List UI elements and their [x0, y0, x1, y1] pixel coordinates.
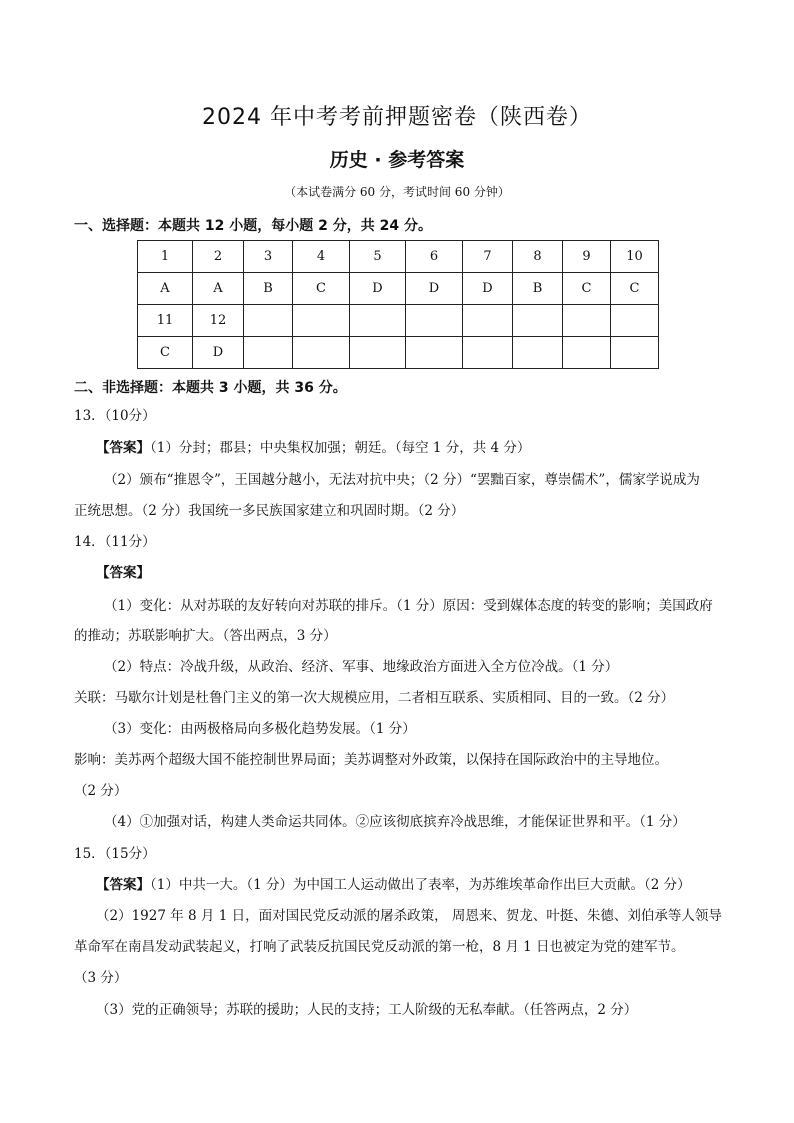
q15-answer-line-2: （2）1927 年 8 月 1 日，面对国民党反动派的屠杀政策， 周恩来、贺龙、叶挺、朱德、刘伯承等人领导: [96, 908, 722, 924]
q14-answer-line-7: （2 分）: [74, 783, 128, 799]
q15-number: 15．（15分）: [74, 846, 156, 862]
q14-answer-line-4: 关联：马歇尔计划是杜鲁门主义的第一次大规模应用，二者相互联系、实质相同、目的一致。（2 分）: [74, 690, 675, 706]
q14-answer-tag: 【答案】: [96, 565, 150, 581]
answer-table-cell: D: [193, 337, 244, 369]
answer-table-row: [138, 241, 659, 273]
answer-table-cell: A: [193, 273, 244, 305]
answer-table-cell: C: [563, 273, 611, 305]
answer-table-cell: [513, 337, 563, 369]
answer-table-cell: D: [350, 273, 406, 305]
answer-table-cell: 11: [138, 305, 193, 337]
answer-table-cell: 9: [563, 241, 611, 273]
q13-number: 13．（10分）: [74, 408, 156, 424]
answer-table-cell: B: [244, 273, 293, 305]
q14-answer-line-6: 影响：美苏两个超级大国不能控制世界局面；美苏调整对外政策，以保持在国际政治中的主导地位。: [74, 752, 668, 768]
page-title: 2024 年中考考前押题密卷（陕西卷）: [202, 105, 592, 130]
q13-answer-line-3: 正统思想。（2 分）我国统一多民族国家建立和巩固时期。（2 分）: [74, 503, 465, 519]
answer-table-cell: 1: [138, 241, 193, 273]
q15-text-1: （1）中共一大。（1 分）为中国工人运动做出了表率，为苏维埃革命作出巨大贡献。（2 分）: [150, 877, 691, 893]
answer-table-cell: [406, 305, 463, 337]
page-subtitle: 历史 · 参考答案: [329, 149, 465, 171]
q13-answer-line-2: （2）颁布“推恩令”，王国越分越小，无法对抗中央；（2 分）“罢黜百家，尊崇儒术”，儒家学说成为: [104, 472, 700, 488]
answer-table-cell: [513, 305, 563, 337]
answer-table-cell: [244, 305, 293, 337]
answer-table-cell: 2: [193, 241, 244, 273]
q14-answer-line-8: （4）①加强对话，构建人类命运共同体。②应该彻底摈弃冷战思维，才能保证世界和平。（1 分）: [104, 814, 686, 830]
answer-table-cell: [611, 305, 659, 337]
answer-table-cell: D: [406, 273, 463, 305]
q13-text-1: （1）分封；郡县；中央集权加强；朝廷。（每空 1 分，共 4 分）: [150, 440, 531, 456]
answer-table-cell: 3: [244, 241, 293, 273]
q14-number: 14．（11分）: [74, 534, 156, 550]
answer-table-cell: 6: [406, 241, 463, 273]
answer-table-cell: 12: [193, 305, 244, 337]
answer-table-cell: [293, 305, 350, 337]
q13-answer-line-1: [96, 438, 530, 458]
answer-table-cell: C: [293, 273, 350, 305]
answer-table-cell: [244, 337, 293, 369]
answer-table-cell: [563, 305, 611, 337]
q14-answer-line-1: （1）变化：从对苏联的友好转向对苏联的排斥。（1 分）原因：受到媒体态度的转变的影响；美国政府: [104, 598, 713, 614]
answer-table-cell: [563, 337, 611, 369]
answer-table-cell: [611, 337, 659, 369]
answer-table-row: [138, 273, 659, 305]
answer-table-cell: C: [611, 273, 659, 305]
q14-answer-line-2: 的推动；苏联影响扩大。（答出两点，3 分）: [74, 628, 337, 644]
answer-table-cell: 8: [513, 241, 563, 273]
q14-answer-line-3: （2）特点：冷战升级，从政治、经济、军事、地缘政治方面进入全方位冷战。（1 分）: [104, 659, 619, 675]
answer-table-cell: C: [138, 337, 193, 369]
answer-table-cell: 10: [611, 241, 659, 273]
answer-table-cell: [293, 337, 350, 369]
answer-table-cell: D: [463, 273, 513, 305]
q15-answer-tag: 【答案】: [96, 877, 150, 893]
choice-answer-table: [137, 240, 659, 369]
answer-table-row: [138, 305, 659, 337]
q15-answer-line-4: （3 分）: [74, 970, 128, 986]
section-1-heading: 一、选择题：本题共 12 小题，每小题 2 分，共 24 分。: [74, 218, 432, 234]
q13-answer-tag: 【答案】: [96, 440, 150, 456]
exam-note: （本试卷满分 60 分，考试时间 60 分钟）: [284, 185, 510, 199]
q14-answer-line-5: （3）变化：由两极格局向多极化趋势发展。（1 分）: [104, 721, 416, 737]
answer-table-cell: [463, 305, 513, 337]
answer-table-cell: [350, 305, 406, 337]
answer-table-cell: 4: [293, 241, 350, 273]
answer-table-cell: [406, 337, 463, 369]
answer-table-cell: 7: [463, 241, 513, 273]
section-2-heading: 二、非选择题：本题共 3 小题，共 36 分。: [74, 380, 347, 396]
answer-table-cell: 5: [350, 241, 406, 273]
answer-table-cell: [463, 337, 513, 369]
q15-answer-line-1: [96, 875, 691, 895]
answer-table-cell: B: [513, 273, 563, 305]
q15-answer-line-3: 革命军在南昌发动武装起义，打响了武装反抗国民党反动派的第一枪，8 月 1 日也被定为党的建军节。: [74, 939, 685, 955]
answer-table-body: [138, 241, 659, 369]
answer-table-row: [138, 337, 659, 369]
q15-answer-line-5: （3）党的正确领导；苏联的援助；人民的支持；工人阶级的无私奉献。（任答两点，2 分）: [96, 1002, 638, 1018]
answer-table-cell: [350, 337, 406, 369]
answer-table-cell: A: [138, 273, 193, 305]
